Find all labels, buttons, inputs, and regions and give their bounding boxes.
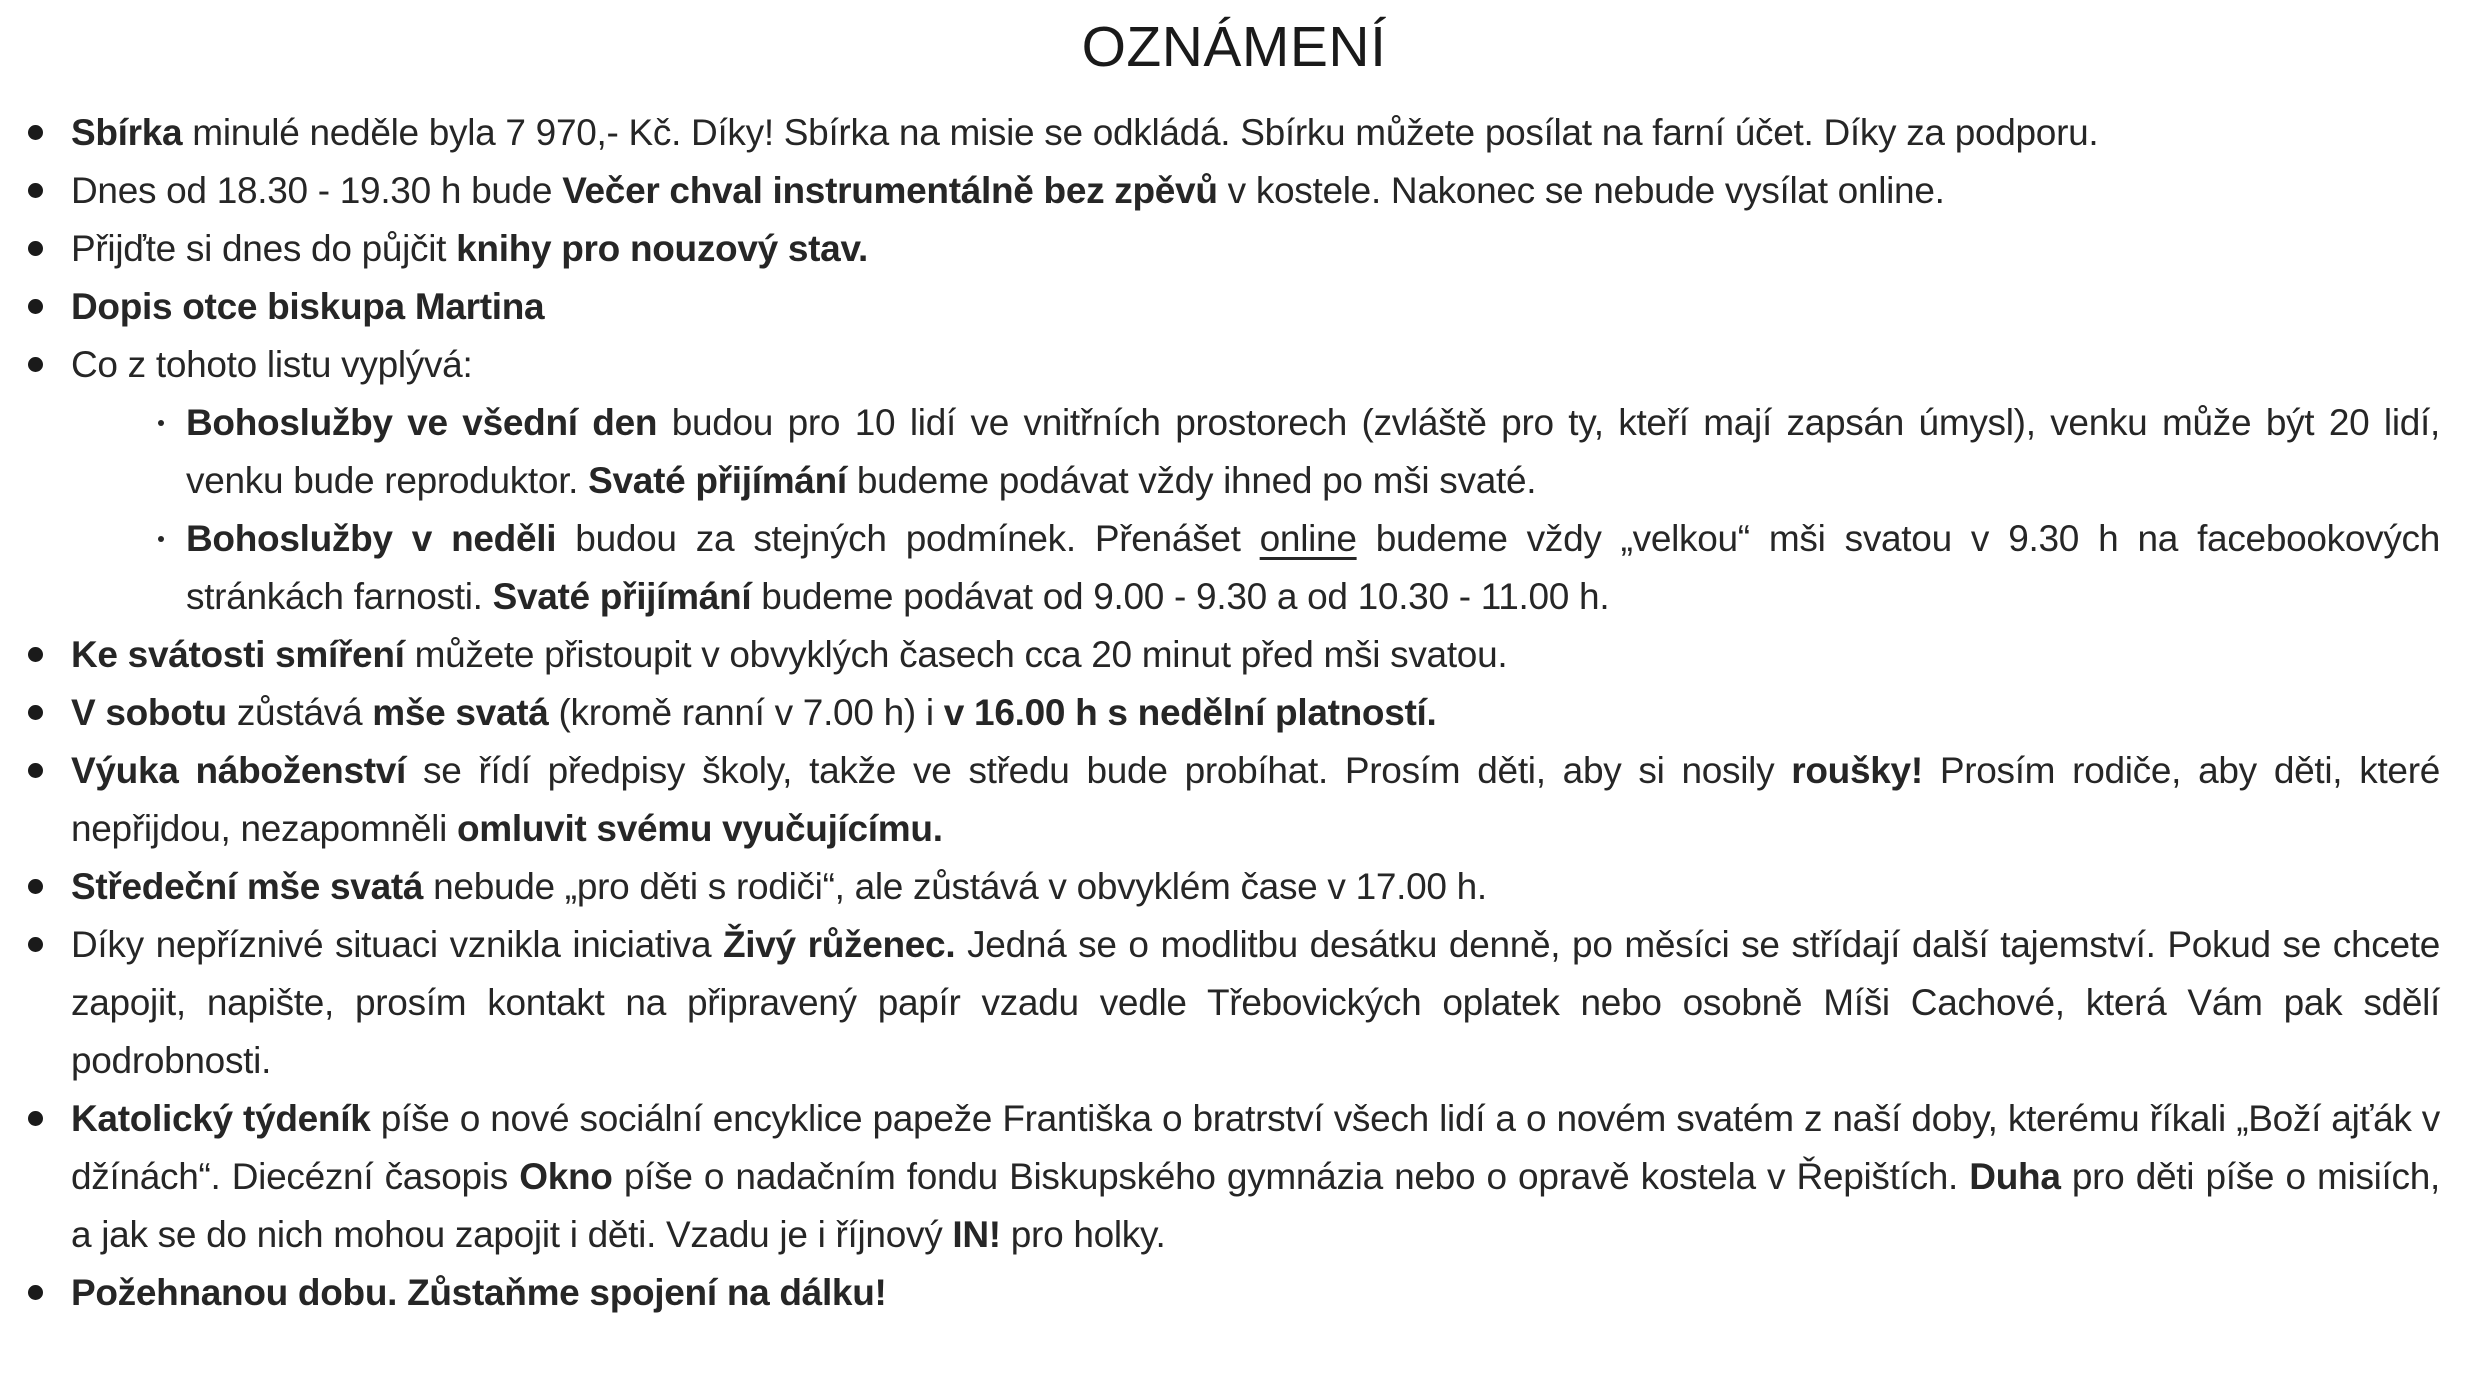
item-text <box>71 742 2440 858</box>
announcements-list <box>28 104 2440 1322</box>
text-run: Požehnanou dobu. Zůstaňme spojení na dálku! <box>71 1272 887 1313</box>
text-run: Bohoslužby ve všední den <box>186 402 658 443</box>
list-item <box>157 510 2440 626</box>
text-run: píše o nadačním fondu Biskupského gymnázia nebo o opravě kostela v Řepištích. <box>612 1156 1970 1197</box>
text-run: Středeční mše svatá <box>71 866 424 907</box>
text-run: Okno <box>519 1156 613 1197</box>
text-run: knihy pro nouzový stav. <box>456 228 868 269</box>
text-run: Duha <box>1969 1156 2061 1197</box>
item-text <box>71 1090 2440 1264</box>
text-run: v kostele. Nakonec se nebude vysílat online. <box>1217 170 1945 211</box>
item-text <box>71 684 2440 742</box>
item-text <box>71 858 2440 916</box>
bullet-icon <box>28 162 71 220</box>
text-run: Co z tohoto listu vyplývá: <box>71 344 473 385</box>
list-item <box>28 1264 2440 1322</box>
list-item <box>28 104 2440 162</box>
text-run: Jedná se o modlitbu desátku denně, po měsíci se střídají další tajemství. Pokud se chcete zapojit, napište, prosím kontakt na připravený papír vzadu vedle Třebovických oplatek nebo osobně Míši Cachové, která Vám pak sdělí podrobnosti. <box>71 924 2441 1081</box>
list-item <box>28 162 2440 220</box>
text-run: Svaté přijímání <box>588 460 847 501</box>
bullet-icon <box>28 1090 71 1148</box>
item-text <box>71 162 2440 220</box>
bullet-icon <box>28 684 71 742</box>
item-text <box>71 336 2440 394</box>
text-run: roušky! <box>1791 750 1923 791</box>
bullet-icon <box>28 220 71 278</box>
text-run: v 16.00 h s nedělní platností. <box>943 692 1437 733</box>
text-run: píše o nové sociální encyklice papeže Františka o bratrství všech lidí a o novém svatém z naší doby, kterému říkali „Boží ajťák v džínách“. Diecézní časopis <box>71 1098 2440 1197</box>
text-run: Bohoslužby v neděli <box>186 518 557 559</box>
item-text <box>71 1264 2440 1322</box>
item-text <box>71 104 2440 162</box>
sub-bullet-dot-icon <box>157 510 186 568</box>
item-text <box>186 510 2440 626</box>
text-run: budou za stejných podmínek. Přenášet <box>556 518 1260 559</box>
text-run: (kromě ranní v 7.00 h) i <box>548 692 944 733</box>
bullet-icon <box>28 278 71 336</box>
bullet-icon <box>28 858 71 916</box>
text-run: budeme podávat vždy ihned po mši svaté. <box>846 460 1537 501</box>
text-run: Výuka náboženství <box>71 750 407 791</box>
list-item <box>28 742 2440 858</box>
list-item <box>28 220 2440 278</box>
bullet-icon <box>28 742 71 800</box>
text-run: pro holky. <box>1000 1214 1166 1255</box>
text-run: nebude „pro děti s rodiči“, ale zůstává v obvyklém čase v 17.00 h. <box>423 866 1487 907</box>
text-run: Přijďte si dnes do půjčit <box>71 228 457 269</box>
text-run: budeme vždy „velkou“ mši svatou v 9.30 h na facebookových stránkách farnosti. <box>186 518 2441 617</box>
list-item <box>28 1090 2440 1264</box>
text-run: IN! <box>952 1214 1001 1255</box>
text-run: omluvit svému vyučujícímu. <box>456 808 943 849</box>
text-run: Večer chval instrumentálně bez zpěvů <box>562 170 1218 211</box>
text-run: se řídí předpisy školy, takže ve středu bude probíhat. Prosím děti, aby si nosily <box>406 750 1792 791</box>
bullet-icon <box>28 626 71 684</box>
text-run: Dnes od 18.30 - 19.30 h bude <box>71 170 563 211</box>
bullet-icon <box>28 916 71 974</box>
list-item <box>28 626 2440 684</box>
text-run: Prosím rodiče, aby děti, které nepřijdou, nezapomněli <box>71 750 2441 849</box>
bullet-icon <box>28 336 71 394</box>
list-item <box>28 858 2440 916</box>
item-text <box>71 916 2440 1090</box>
list-item <box>28 278 2440 336</box>
text-run: budeme podávat od 9.00 - 9.30 a od 10.30 - 11.00 h. <box>751 576 1610 617</box>
list-item <box>157 394 2440 510</box>
text-run: Sbírka <box>71 112 183 153</box>
text-run: minulé neděle byla 7 970,- Kč. Díky! Sbírka na misie se odkládá. Sbírku můžete posílat na farní účet. Díky za podporu. <box>182 112 2099 153</box>
list-item <box>28 336 2440 394</box>
text-run: mše svatá <box>372 692 549 733</box>
item-text <box>71 220 2440 278</box>
text-run: online <box>1259 518 1357 559</box>
text-run: V sobotu <box>71 692 227 733</box>
text-run: Ke svátosti smíření <box>71 634 405 675</box>
text-run: Díky nepříznivé situaci vznikla iniciativa <box>71 924 723 965</box>
bullet-icon <box>28 1264 71 1322</box>
text-run: zůstává <box>226 692 373 733</box>
text-run: Katolický týdeník <box>71 1098 371 1139</box>
item-text <box>186 394 2440 510</box>
list-item <box>28 684 2440 742</box>
text-run: Dopis otce biskupa Martina <box>71 286 545 327</box>
text-run: budou pro 10 lidí ve vnitřních prostorech (zvláště pro ty, kteří mají zapsán úmysl), venku může být 20 lidí, venku bude reproduktor. <box>186 402 2440 501</box>
item-text <box>71 626 2440 684</box>
page-title: OZNÁMENÍ <box>1081 15 1387 79</box>
list-item <box>28 916 2440 1090</box>
bullet-icon <box>28 104 71 162</box>
text-run: Živý růženec. <box>723 924 956 965</box>
sub-bullet-dot-icon <box>157 394 186 452</box>
text-run: Svaté přijímání <box>492 576 752 617</box>
item-text <box>71 278 2440 336</box>
text-run: můžete přistoupit v obvyklých časech cca 20 minut před mši svatou. <box>404 634 1508 675</box>
text-run: pro děti píše o misiích, a jak se do nich mohou zapojit i děti. Vzadu je i říjnový <box>71 1156 2440 1255</box>
